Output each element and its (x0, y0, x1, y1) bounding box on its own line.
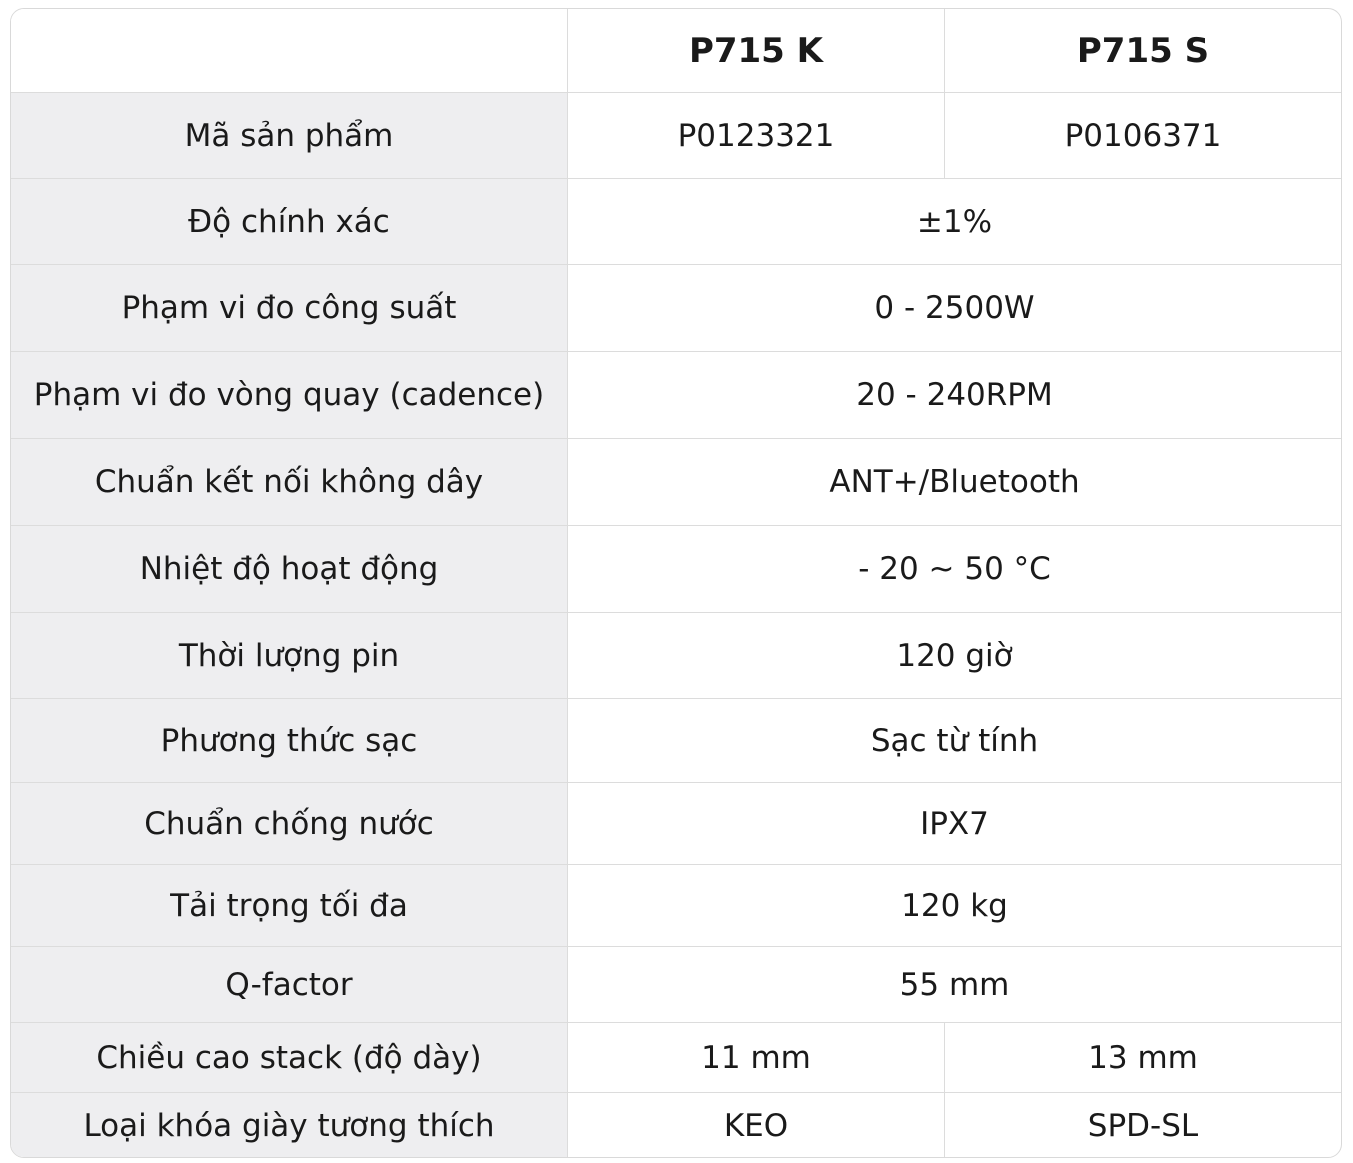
row-value-p715k: P0123321 (568, 93, 945, 178)
row-label: Phương thức sạc (11, 699, 568, 782)
header-p715s: P715 S (1076, 30, 1210, 71)
row-value-p715s: 13 mm (1088, 1039, 1198, 1076)
row-label: Chiều cao stack (độ dày) (11, 1023, 568, 1092)
table-row (11, 264, 1341, 351)
table-row (11, 612, 1341, 698)
row-label: Phạm vi đo công suất (11, 265, 568, 351)
row-value: ±1% (916, 203, 993, 240)
table-row (11, 698, 1341, 782)
row-label: Tải trọng tối đa (11, 865, 568, 946)
row-label: Q-factor (11, 947, 568, 1022)
row-value: 55 mm (899, 966, 1010, 1003)
row-value-p715s: P0106371 (1064, 117, 1222, 154)
row-value: IPX7 (920, 805, 989, 842)
row-value: Sạc từ tính (870, 722, 1039, 759)
table-row (11, 946, 1341, 1022)
table-row (11, 864, 1341, 946)
row-value: 0 - 2500W (874, 290, 1035, 326)
row-label: Độ chính xác (11, 179, 568, 264)
header-p715k: P715 K (568, 9, 945, 92)
table-row (11, 525, 1341, 612)
spec-table (10, 8, 1342, 1158)
row-label: Chuẩn kết nối không dây (11, 439, 568, 525)
row-value: 120 giờ (896, 637, 1013, 674)
row-label: Mã sản phẩm (11, 93, 568, 178)
row-value-p715s: SPD-SL (1087, 1108, 1199, 1144)
table-row (11, 1092, 1341, 1158)
table-row (11, 92, 1341, 178)
row-value-p715k: 11 mm (568, 1023, 945, 1092)
row-value-p715k: KEO (568, 1093, 945, 1158)
row-label: Loại khóa giày tương thích (11, 1093, 568, 1158)
row-label: Chuẩn chống nước (11, 783, 568, 864)
row-value: 20 - 240RPM (856, 377, 1053, 413)
header-row (11, 9, 1341, 92)
row-label: Nhiệt độ hoạt động (11, 526, 568, 612)
table-row (11, 178, 1341, 264)
table-row (11, 1022, 1341, 1092)
header-empty-cell (11, 9, 568, 92)
table-row (11, 782, 1341, 864)
row-label: Phạm vi đo vòng quay (cadence) (11, 352, 568, 438)
row-label: Thời lượng pin (11, 613, 568, 698)
table-row (11, 351, 1341, 438)
row-value: ANT+/Bluetooth (829, 464, 1080, 500)
row-value: - 20 ~ 50 °C (858, 551, 1051, 587)
row-value: 120 kg (901, 887, 1008, 924)
table-row (11, 438, 1341, 525)
